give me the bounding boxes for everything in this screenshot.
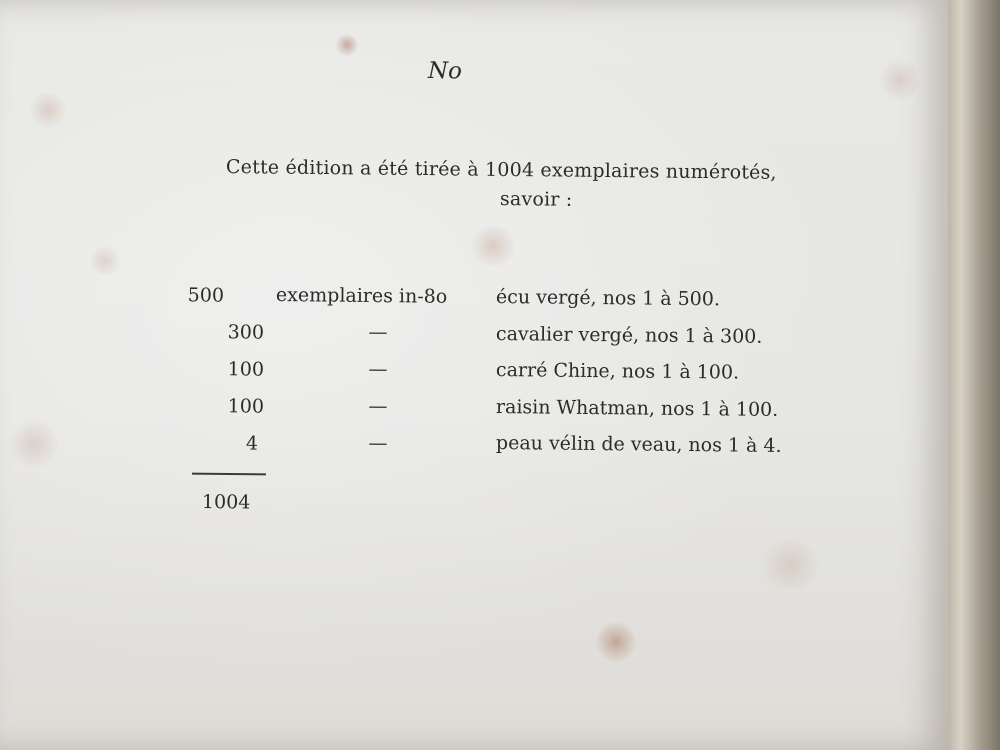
ditto-dash: —: [368, 432, 388, 455]
row-prefix: exemplaires in-8o: [275, 284, 448, 308]
ditto-dash: —: [368, 321, 388, 344]
ditto-dash: —: [368, 395, 388, 418]
total-count: 1004: [201, 491, 251, 514]
row-count: 500: [187, 284, 225, 307]
foxing-spot: [90, 246, 120, 276]
row-count: 100: [227, 358, 265, 381]
foxing-spot: [470, 226, 516, 266]
ditto-dash: —: [368, 358, 388, 381]
row-description: raisin Whatman, nos 1 à 100.: [495, 396, 779, 421]
foxing-spot: [596, 622, 636, 662]
foxing-spot: [10, 420, 58, 468]
row-count: 4: [245, 432, 259, 455]
foxing-spot: [760, 540, 820, 590]
row-count: 100: [227, 395, 265, 418]
intro-line-1: Cette édition a été tirée à 1004 exemplaires numérotés,: [225, 156, 777, 184]
row-description: carré Chine, nos 1 à 100.: [495, 359, 740, 384]
sum-rule: [192, 473, 266, 476]
row-description: peau vélin de veau, nos 1 à 4.: [495, 432, 782, 457]
foxing-spot: [30, 92, 66, 128]
row-description: écu vergé, nos 1 à 500.: [495, 286, 721, 311]
foxing-spot: [336, 34, 358, 56]
foxing-spot: [880, 60, 920, 100]
row-count: 300: [227, 321, 265, 344]
page-edge: [948, 0, 1000, 750]
number-label: No: [427, 58, 463, 85]
row-description: cavalier vergé, nos 1 à 300.: [495, 323, 763, 348]
intro-line-2: savoir :: [499, 188, 573, 211]
